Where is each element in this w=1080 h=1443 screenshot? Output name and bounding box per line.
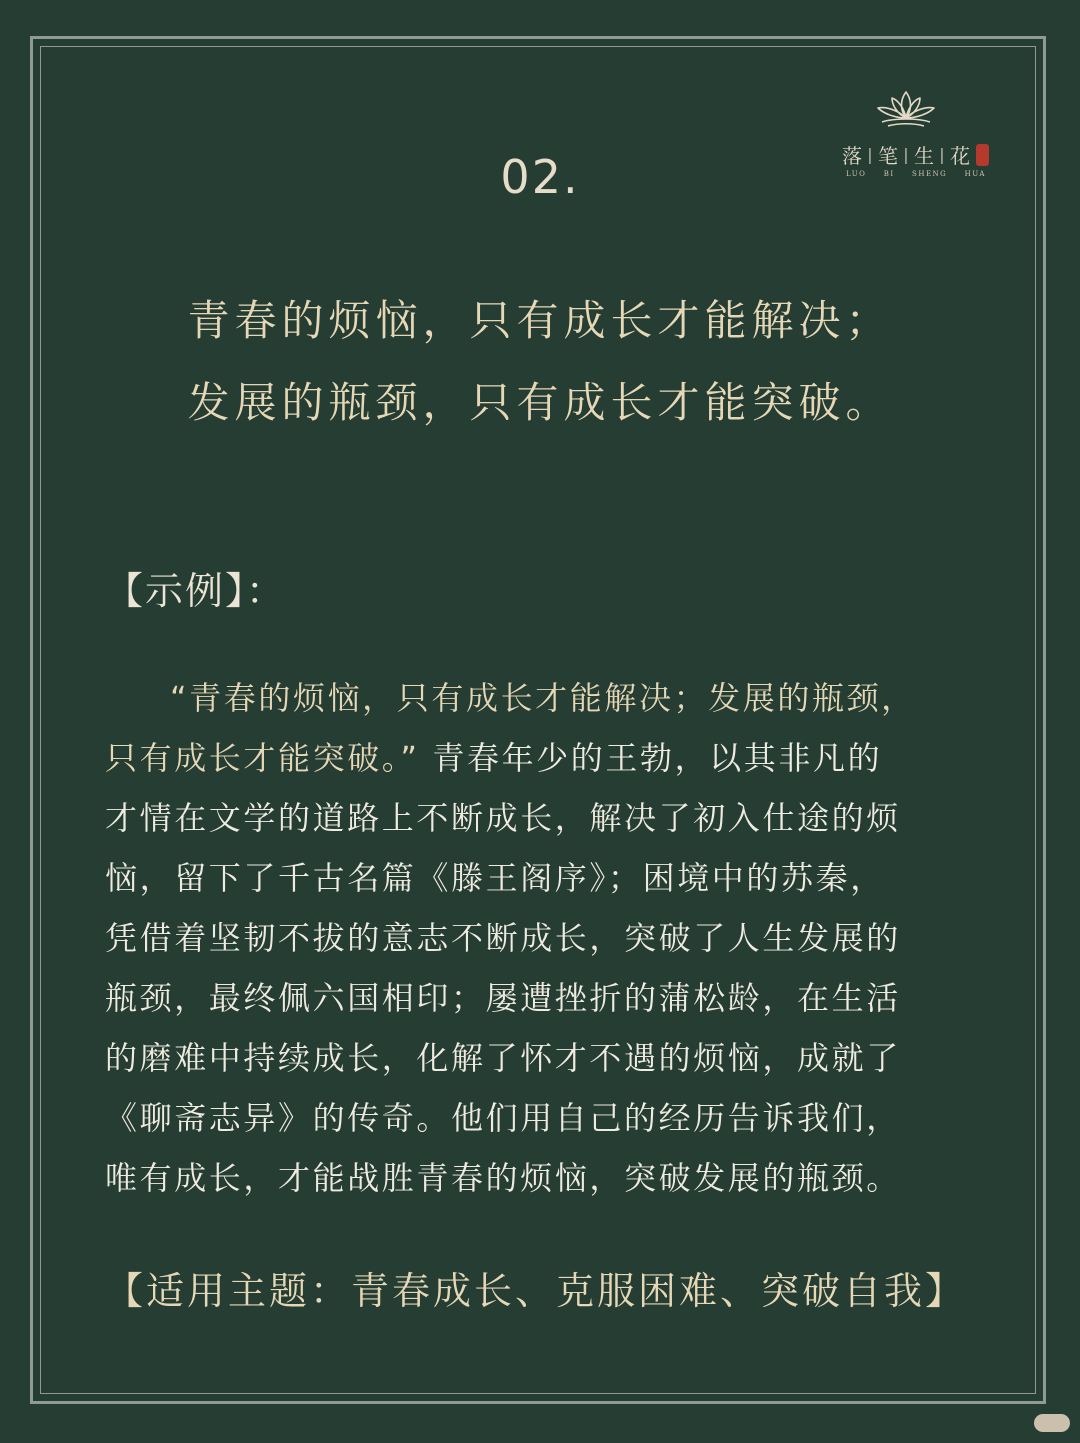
logo-separator: |	[867, 145, 873, 164]
section-number: 02.	[500, 150, 580, 204]
paragraph-line	[105, 733, 882, 779]
paragraph-line: 瓶颈，最终佩六国相印；屡遭挫折的蒲松龄，在生活	[105, 979, 901, 1017]
logo-char: 笔	[878, 144, 898, 168]
applicable-themes: 【适用主题：青春成长、克服困难、突破自我】	[105, 1269, 967, 1313]
logo-pinyin-word: LUO	[846, 170, 867, 178]
paragraph-line: 的磨难中持续成长，化解了怀才不遇的烦恼，成就了	[105, 1039, 901, 1077]
paragraph-line: 恼，留下了千古名篇《滕王阁序》；困境中的苏秦，	[105, 859, 885, 897]
watermark-badge	[1034, 1414, 1070, 1432]
headline-line-1: 青春的烦恼，只有成长才能解决；	[187, 296, 893, 345]
lotus-icon	[874, 88, 938, 130]
paragraph-line: “青春的烦恼，只有成长才能解决；发展的瓶颈，	[170, 679, 916, 717]
logo-char: 花	[950, 144, 970, 168]
logo-pinyin-word: SHENG	[912, 170, 948, 178]
logo-separator: |	[903, 145, 909, 164]
logo-pinyin-word: HUA	[964, 170, 986, 178]
paragraph-line: 凭借着坚韧不拔的意志不断成长，突破了人生发展的	[105, 919, 901, 957]
paragraph-line: 唯有成长，才能战胜青春的烦恼，突破发展的瓶颈。	[105, 1159, 901, 1197]
logo-char: 落	[842, 144, 862, 168]
logo-char: 生	[914, 144, 934, 168]
paragraph-line: 才情在文学的道路上不断成长，解决了初入仕途的烦	[105, 799, 901, 837]
example-label: 【示例】：	[105, 569, 287, 613]
body-text: 青春年少的王勃，以其非凡的	[419, 739, 883, 777]
logo-pinyin-word: BI	[883, 170, 895, 178]
quote-text: 只有成长才能突破。”	[105, 739, 420, 777]
paragraph-line: 《聊斋志异》的传奇。他们用自己的经历告诉我们，	[105, 1099, 901, 1137]
logo-separator: |	[939, 145, 945, 164]
headline-line-2: 发展的瓶颈，只有成长才能突破。	[187, 378, 893, 427]
